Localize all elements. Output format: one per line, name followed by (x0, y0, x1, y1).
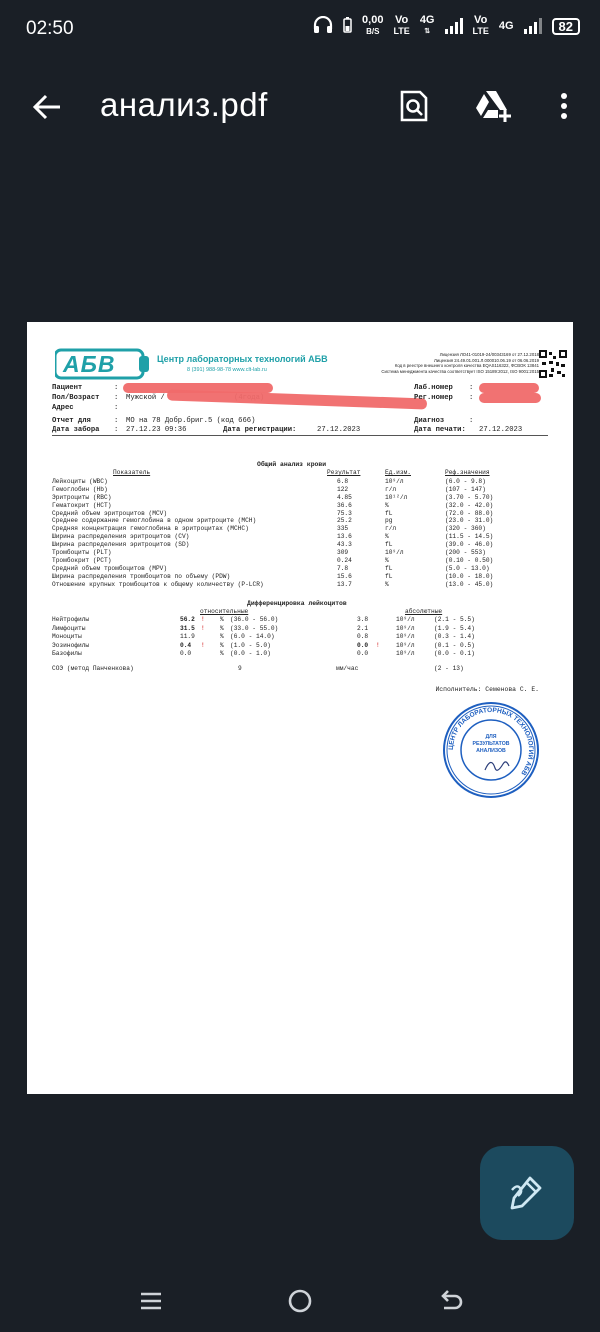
cell-rel-unit: % (220, 641, 224, 649)
sim1-label: Vo (395, 14, 409, 26)
network-speed (362, 15, 383, 37)
cell-name: Тромбокрит (PCT) (52, 556, 112, 564)
colon: : (114, 426, 119, 434)
sex-value: Мужской / (126, 394, 165, 402)
cell-name: Ширина распределения эритроцитов (CV) (52, 533, 190, 541)
print-date-value: 27.12.2023 (479, 426, 523, 434)
headphones-icon (313, 16, 333, 37)
cell-rel-ref: (6.0 - 14.0) (230, 633, 275, 641)
table-row (52, 541, 552, 549)
colon: : (114, 384, 119, 392)
signal-bars-icon (524, 18, 542, 34)
cell-name: Ширина распределения тромбоцитов по объему (PDW) (52, 572, 231, 580)
table-row (52, 525, 552, 533)
col-result: Результат (327, 469, 361, 476)
col-relative: относительные (200, 608, 249, 615)
cell-abs-unit: 10⁹/л (396, 650, 415, 658)
cell-rel-ref: (33.0 - 55.0) (230, 624, 279, 632)
blood-test-title: Общий анализ крови (257, 461, 327, 468)
cell-value: 7.8 (337, 564, 349, 572)
cell-unit: fL (385, 564, 393, 572)
cell-rel: 0.4 (180, 641, 192, 649)
cell-unit: 10⁹/л (385, 549, 404, 557)
esr-value: 9 (238, 665, 242, 672)
cell-rel: 0.0 (180, 650, 192, 658)
status-bar (0, 0, 600, 62)
cell-abs-unit: 10⁹/л (396, 641, 415, 649)
patient-label: Пациент (52, 384, 83, 392)
svg-text:ДЛЯ: ДЛЯ (485, 734, 497, 740)
cell-rel-flag: ! (201, 641, 205, 649)
back-arrow-icon[interactable] (30, 90, 64, 124)
cell-abs-flag: ! (376, 641, 380, 649)
colon: : (469, 384, 474, 392)
table-row (52, 642, 552, 651)
redaction-mark (167, 389, 427, 409)
signal-bars-icon (445, 18, 463, 34)
cell-abs-unit: 10⁹/л (396, 633, 415, 641)
cell-name: Среднее содержание гемоглобина в одном эритроците (MCH) (52, 517, 257, 525)
cell-unit: % (385, 501, 389, 509)
cell-abs-ref: (0.0 - 0.1) (434, 650, 475, 658)
cell-rel: 31.5 (180, 624, 195, 632)
diff-table (52, 616, 552, 659)
cell-abs: 0.8 (357, 633, 369, 641)
svg-text:РЕЗУЛЬТАТОВ: РЕЗУЛЬТАТОВ (472, 741, 510, 747)
cell-name: Средняя концентрация гемоглобина в эритроцитах (MCHC) (52, 525, 249, 533)
cell-abs: 2.1 (357, 624, 369, 632)
lab-stamp (441, 700, 541, 800)
cell-unit: 10¹²/л (385, 493, 408, 501)
license-line: Лицензия 24.49.01.001.Л.000010.06.19 от 06.06.2019 (433, 357, 539, 363)
license-line: Код в реестре внешнего контроля качества EQAS116322, ФСВОК 13841 (394, 363, 539, 369)
redaction-mark (479, 383, 539, 393)
diagnosis-label: Диагноз (414, 417, 445, 425)
cell-ref: (0.10 - 0.50) (445, 556, 494, 564)
cell-rel-ref: (0.0 - 1.0) (230, 650, 271, 658)
cell-rel: 56.2 (180, 616, 195, 623)
cell-value: 15.6 (337, 572, 352, 580)
cell-rel-unit: % (220, 616, 224, 623)
cell-value: 309 (337, 549, 349, 557)
cell-abs-unit: 10⁹/л (396, 624, 415, 632)
cell-value: 0.24 (337, 556, 352, 564)
cell-name: Ширина распределения эритроцитов (SD) (52, 541, 190, 549)
table-row (52, 478, 552, 486)
cell-unit: fL (385, 541, 393, 549)
more-vert-icon[interactable] (548, 88, 584, 124)
cell-value: 13.7 (337, 580, 352, 588)
pdf-page[interactable] (27, 322, 573, 1094)
cell-ref: (72.0 - 88.0) (445, 509, 494, 517)
cell-abs-ref: (1.9 - 5.4) (434, 624, 475, 632)
reg-date-label: Дата регистрации: (223, 426, 297, 434)
cell-name: Гемоглобин (Hb) (52, 485, 108, 493)
blood-table (52, 478, 552, 588)
cell-value: 25.2 (337, 517, 352, 525)
cell-ref: (11.5 - 14.5) (445, 533, 494, 541)
table-row (52, 633, 552, 642)
cell-name: Отношение крупных тромбоцитов к общему количеству (P-LCR) (52, 580, 264, 588)
cell-value: 122 (337, 485, 349, 493)
lab-name: Центр лабораторных технологий АБВ (157, 354, 328, 364)
colon: : (469, 417, 474, 425)
cell-name: Лимфоциты (52, 624, 86, 632)
table-row (52, 650, 552, 659)
report-for-value: МО на 78 Добр.бриг.5 (код 666) (126, 417, 256, 425)
cell-name: Гематокрит (HCT) (52, 501, 112, 509)
cell-ref: (320 - 360) (445, 525, 486, 533)
battery-saver-icon (343, 17, 352, 36)
cell-value: 75.3 (337, 509, 352, 517)
table-row (52, 616, 552, 625)
colon: : (469, 394, 474, 402)
cell-ref: (200 - 553) (445, 549, 486, 557)
cell-unit: % (385, 556, 389, 564)
sim1-net-label: 4G (419, 14, 435, 26)
colon: : (114, 417, 119, 425)
stamp-ring-text: ЦЕНТР ЛАБОРАТОРНЫХ ТЕХНОЛОГИЙ АБВ (447, 706, 535, 777)
cell-ref: (13.0 - 45.0) (445, 580, 494, 588)
sim2-label: Vo (474, 14, 488, 26)
sim1-net (420, 15, 435, 37)
recents-icon[interactable] (136, 1286, 166, 1316)
cell-abs: 0.0 (357, 641, 369, 649)
cell-rel-unit: % (220, 650, 224, 658)
license-block (381, 352, 539, 374)
col-ref: Реф.значения (445, 469, 490, 476)
table-row (52, 517, 552, 525)
esr-unit: мм/час (336, 665, 359, 672)
cell-ref: (3.70 - 5.70) (445, 493, 494, 501)
speed-unit: B/S (366, 27, 380, 36)
cell-ref: (39.0 - 46.0) (445, 541, 494, 549)
cell-rel: 11.9 (180, 633, 195, 641)
cell-name: Тромбоциты (PLT) (52, 549, 112, 557)
table-row (52, 625, 552, 634)
table-row (52, 502, 552, 510)
cell-ref: (5.0 - 13.0) (445, 564, 490, 572)
collect-date-value: 27.12.23 09:36 (126, 426, 187, 434)
cell-value: 335 (337, 525, 349, 533)
battery-icon: 82 (552, 18, 580, 35)
col-indicator: Показатель (113, 469, 151, 476)
back-icon[interactable] (436, 1286, 466, 1316)
cell-value: 13.6 (337, 533, 352, 541)
cell-name: Эритроциты (RBC) (52, 493, 112, 501)
cell-value: 43.3 (337, 541, 352, 549)
colon: : (114, 404, 119, 412)
lab-number-label: Лаб.номер (414, 384, 453, 392)
cell-ref: (6.0 - 9.8) (445, 478, 486, 485)
cell-name: Эозинофилы (52, 641, 90, 649)
redaction-mark (479, 393, 541, 403)
cell-ref: (23.0 - 31.0) (445, 517, 494, 525)
license-line: Система менеджмента качества соответствует ISO 15189:2012, ISO 9001:2015 (381, 368, 539, 374)
lab-contacts: 8 (391) 988-98-78 www.clt-lab.ru (187, 367, 267, 373)
cell-name: Моноциты (52, 633, 82, 641)
sim2-net-label: 4G (498, 19, 514, 32)
report-for-label: Отчет для (52, 417, 91, 425)
data-arrows-icon: ⇅ (424, 28, 431, 35)
table-row (52, 565, 552, 573)
table-row (52, 533, 552, 541)
cell-ref: (32.0 - 42.0) (445, 501, 494, 509)
reg-date-value: 27.12.2023 (317, 426, 361, 434)
cell-rel-ref: (36.0 - 56.0) (230, 616, 279, 623)
col-absolute: абсолютные (405, 608, 443, 615)
cell-unit: 10⁹/л (385, 478, 404, 485)
cell-abs: 0.0 (357, 650, 369, 658)
cell-name: Нейтрофилы (52, 616, 90, 623)
sex-age-label: Пол/Возраст (52, 394, 100, 402)
sim1-sub: LTE (393, 26, 410, 36)
cell-rel-flag: ! (201, 616, 205, 623)
esr-name: СОЭ (метод Панченкова) (52, 665, 134, 672)
cell-name: Лейкоциты (WBC) (52, 478, 108, 485)
collect-date-label: Дата забора (52, 426, 100, 434)
table-row (52, 510, 552, 518)
col-unit: Ед.изм. (385, 469, 411, 476)
cell-ref: (10.0 - 18.0) (445, 572, 494, 580)
diff-title: Дифференцировка лейкоцитов (247, 600, 347, 607)
cell-unit: г/л (385, 525, 397, 533)
qr-code (539, 350, 567, 378)
address-label: Адрес (52, 404, 74, 412)
cell-abs-ref: (2.1 - 5.5) (434, 616, 475, 623)
logo-text: АБВ (63, 351, 116, 377)
system-nav-bar (0, 1270, 600, 1332)
clock: 02:50 (26, 18, 74, 39)
cell-value: 6.8 (337, 478, 349, 485)
app-bar (0, 72, 600, 144)
table-row (52, 573, 552, 581)
executor: Исполнитель: Семенова С. Е. (435, 686, 539, 693)
cell-value: 36.6 (337, 501, 352, 509)
file-title: анализ.pdf (100, 86, 268, 123)
cell-unit: г/л (385, 485, 397, 493)
cell-name: Базофилы (52, 650, 82, 658)
reg-number-label: Рег.номер (414, 394, 453, 402)
print-date-label: Дата печати: (414, 426, 466, 434)
sim2-volte (473, 15, 489, 37)
colon: : (114, 394, 119, 402)
sim2-sub: LTE (472, 26, 489, 36)
cell-unit: % (385, 580, 389, 588)
cell-unit: % (385, 533, 389, 541)
table-row (52, 581, 552, 589)
home-icon[interactable] (285, 1286, 315, 1316)
cell-abs: 3.8 (357, 616, 369, 623)
edit-fab[interactable] (480, 1146, 574, 1240)
divider (52, 435, 548, 436)
cell-name: Средний объем тромбоцитов (MPV) (52, 564, 168, 572)
table-row (52, 494, 552, 502)
cell-rel-unit: % (220, 624, 224, 632)
esr-row (52, 665, 552, 674)
cell-rel-ref: (1.0 - 5.0) (230, 641, 271, 649)
cell-unit: fL (385, 572, 393, 580)
drive-add-icon[interactable] (474, 88, 510, 124)
edit-pen-icon (506, 1172, 548, 1214)
cell-value: 4.85 (337, 493, 352, 501)
cell-unit: fL (385, 509, 393, 517)
esr-ref: (2 - 13) (434, 665, 464, 672)
cell-name: Средний объем эритроцитов (MCV) (52, 509, 168, 517)
status-icons (313, 15, 580, 37)
search-document-icon[interactable] (396, 88, 432, 124)
cell-ref: (107 - 147) (445, 485, 486, 493)
sim1-volte (393, 15, 409, 37)
table-row (52, 549, 552, 557)
table-row (52, 557, 552, 565)
cell-rel-flag: ! (201, 624, 205, 632)
cell-abs-ref: (0.3 - 1.4) (434, 633, 475, 641)
cell-abs-unit: 10⁹/л (396, 616, 415, 623)
cell-abs-ref: (0.1 - 0.5) (434, 641, 475, 649)
cell-unit: pg (385, 517, 393, 525)
lab-logo (55, 348, 151, 380)
speed-value: 0,00 (362, 14, 384, 26)
svg-text:АНАЛИЗОВ: АНАЛИЗОВ (476, 748, 506, 754)
license-line: Лицензия ЛО41-01019-24/00343169 от 27.12.2018 (439, 352, 539, 357)
table-row (52, 486, 552, 494)
cell-rel-unit: % (220, 633, 224, 641)
